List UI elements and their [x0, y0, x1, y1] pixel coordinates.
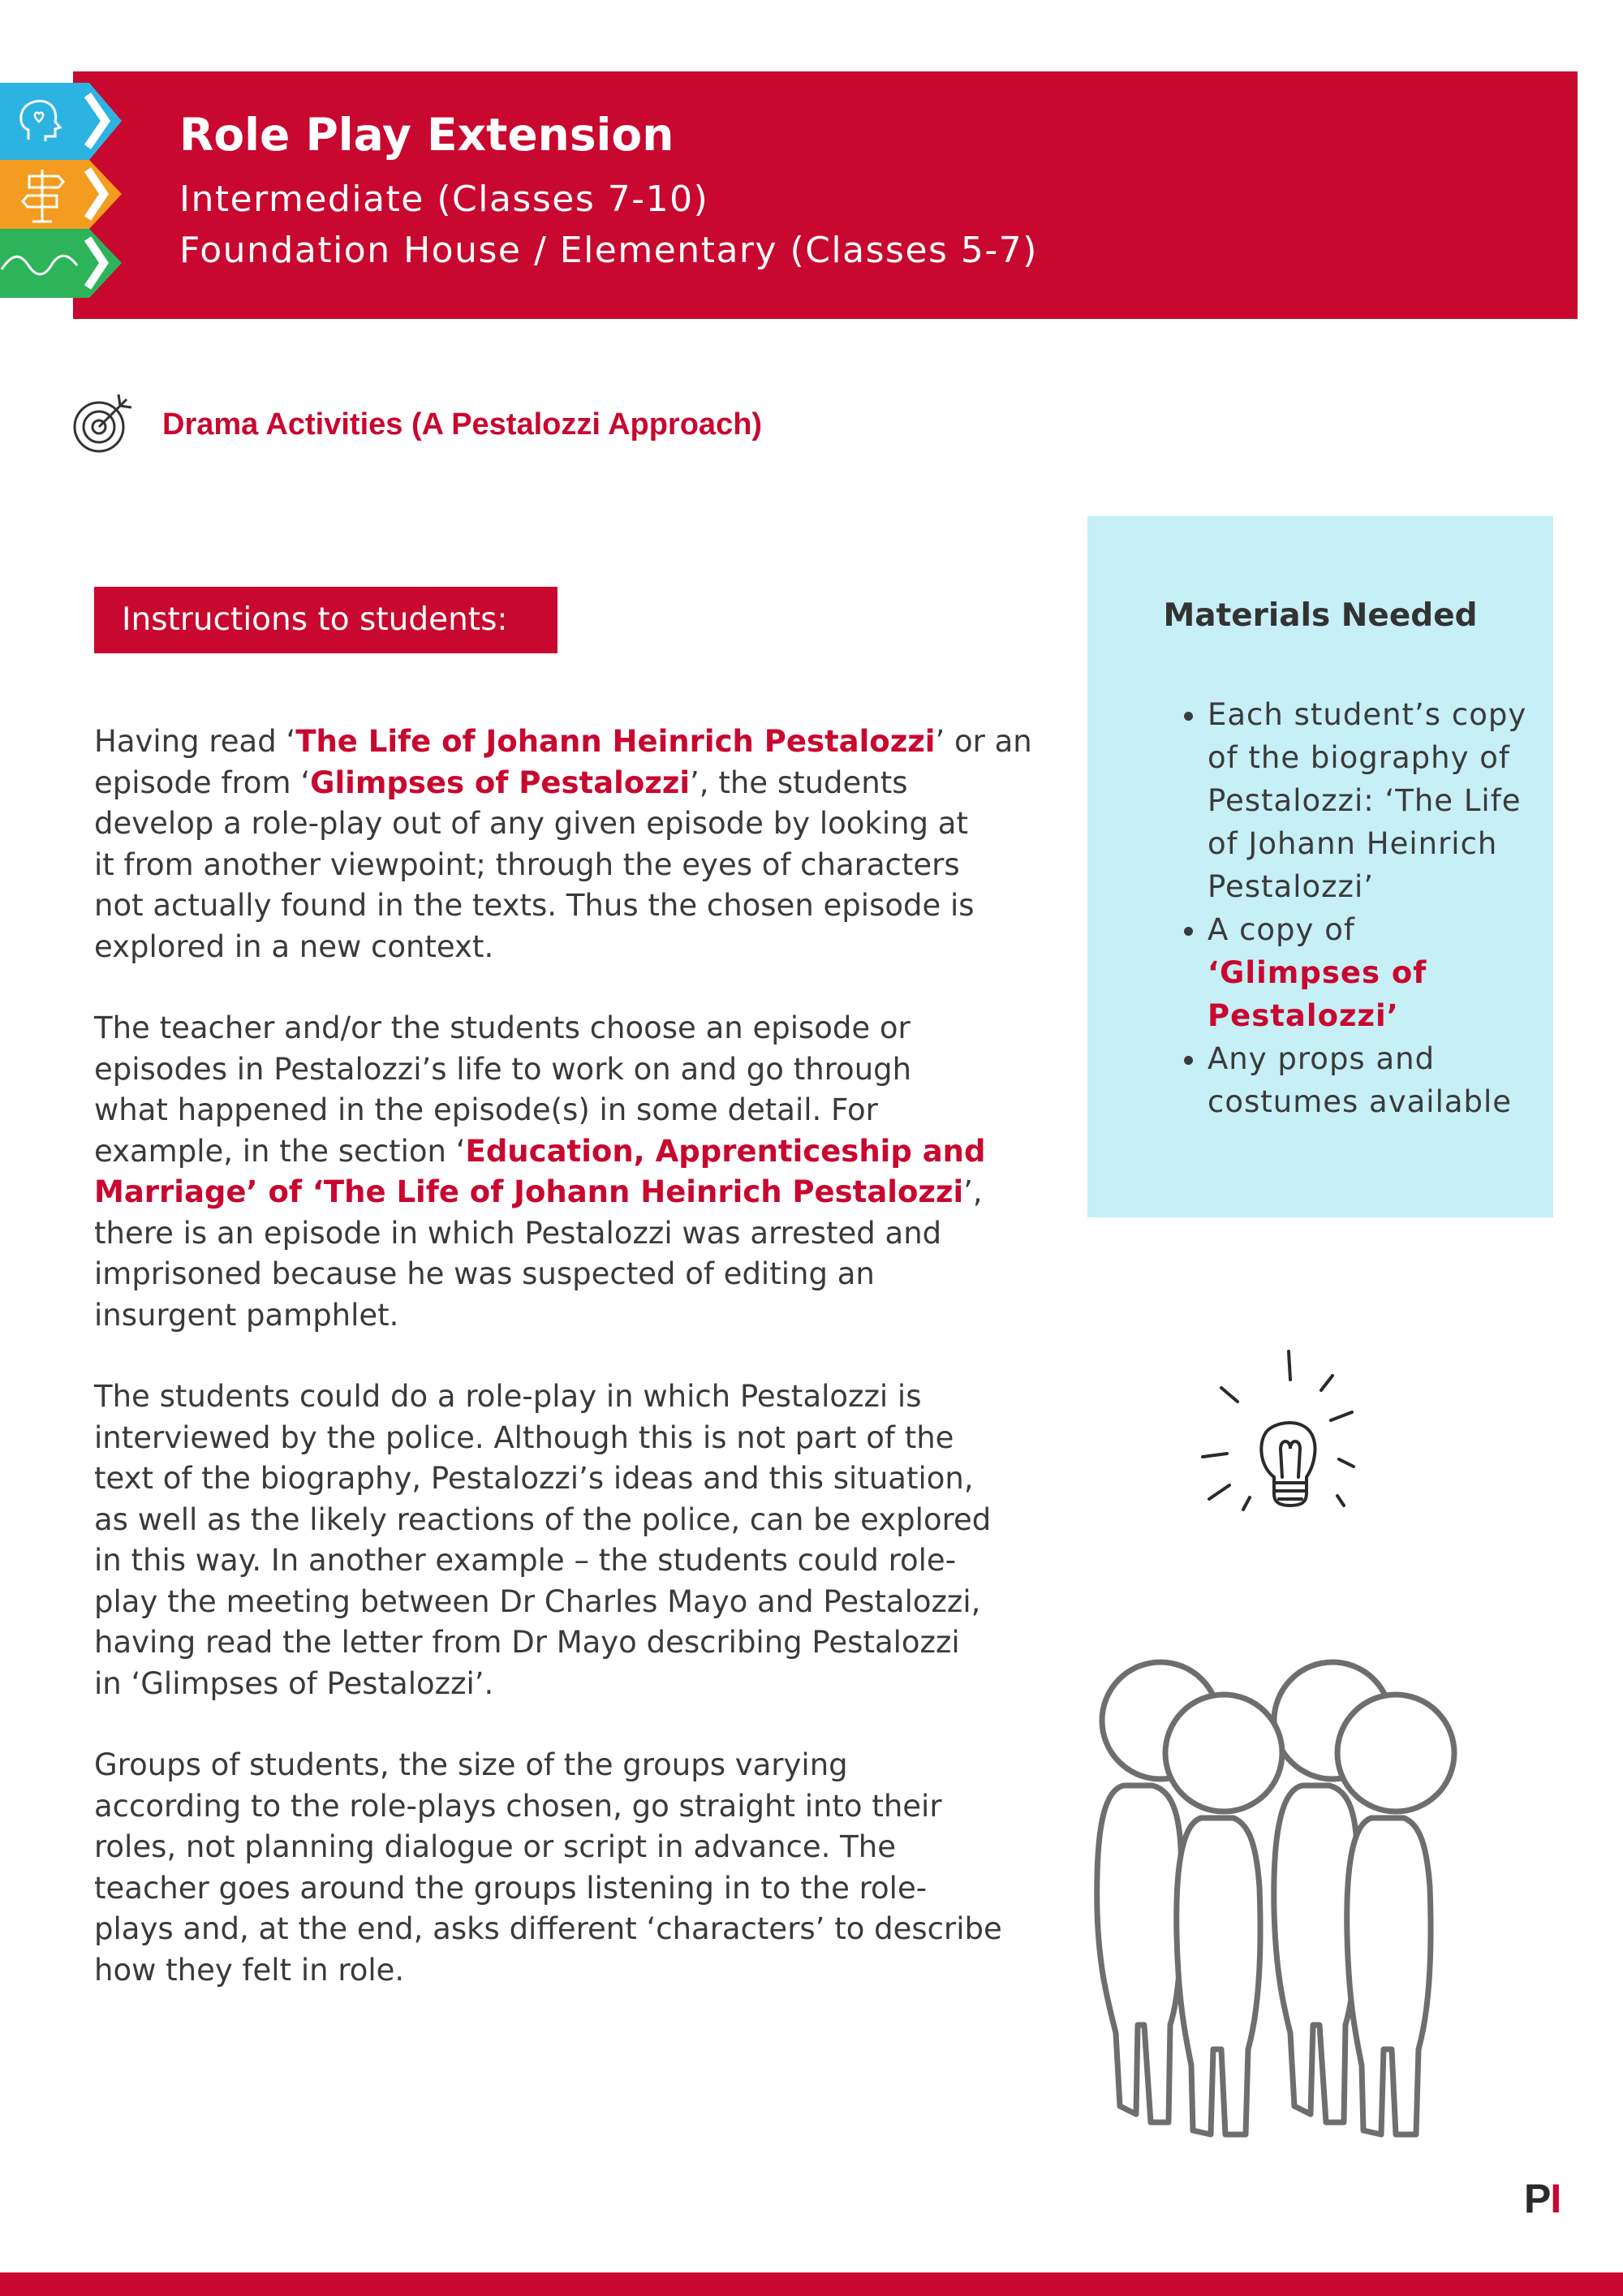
target-arrow-icon	[70, 390, 135, 458]
text: having read the letter from Dr Mayo describing Pestalozzi	[94, 1625, 960, 1660]
materials-list	[1175, 693, 1532, 1123]
text: explored in a new context.	[94, 928, 494, 964]
footer-bar	[0, 2272, 1623, 2296]
text: it from another viewpoint; through the eyes of characters	[94, 846, 960, 882]
lightbulb-icon	[1193, 1343, 1388, 1533]
text: episode from ‘	[94, 765, 311, 800]
text: The teacher and/or the students choose an episode or	[94, 1010, 911, 1045]
text: Groups of students, the size of the groups varying	[94, 1747, 848, 1782]
logo-i: I	[1550, 2176, 1561, 2221]
wave-icon	[0, 229, 122, 298]
list-item: • Each student’s copy of the biography of Pestalozzi: ‘The Life of Johann Heinrich Pestalozzi’	[1208, 693, 1532, 908]
text: insurgent pamphlet.	[94, 1297, 399, 1333]
text: in ‘Glimpses of Pestalozzi’.	[94, 1665, 494, 1701]
paragraph-1	[94, 722, 1032, 967]
section-reference: Education, Apprenticeship and	[465, 1133, 986, 1169]
signpost-icon	[0, 160, 122, 229]
logo-p: P	[1524, 2176, 1551, 2221]
text: ’, the students	[690, 765, 908, 800]
text: there is an episode in which Pestalozzi was arrested and	[94, 1215, 942, 1251]
text: play the meeting between Dr Charles Mayo and Pestalozzi,	[94, 1583, 981, 1619]
text: text of the biography, Pestalozzi’s ideas and this situation,	[94, 1461, 974, 1496]
book-title-life: The Life of Johann Heinrich Pestalozzi	[295, 724, 936, 759]
text: develop a role-play out of any given episode by looking at	[94, 806, 968, 841]
text: how they felt in role.	[94, 1952, 405, 1988]
text: interviewed by the police. Although this is not part of the	[94, 1419, 954, 1455]
text: teacher goes around the groups listening in to the role-	[94, 1870, 928, 1906]
text: A copy of	[1208, 912, 1355, 947]
text: plays and, at the end, asks different ‘characters’ to describe	[94, 1911, 1002, 1946]
tab-head-heart	[0, 83, 101, 149]
list-item: • Any props and costumes available	[1208, 1037, 1532, 1123]
list-item	[1208, 908, 1532, 1037]
materials-title: Materials Needed	[1163, 597, 1478, 634]
paragraph-4	[94, 1745, 1002, 1991]
text: imprisoned because he was suspected of editing an	[94, 1256, 875, 1291]
instructions-label: Instructions to students:	[94, 587, 558, 653]
text: what happened in the episode(s) in some detail. For	[94, 1092, 878, 1127]
text: not actually found in the texts. Thus the chosen episode is	[94, 888, 975, 923]
section-title: Drama Activities (A Pestalozzi Approach)	[162, 407, 763, 442]
text: Having read ‘	[94, 724, 296, 759]
body-text	[94, 722, 1032, 2031]
level-intermediate: Intermediate (Classes 7-10)	[179, 179, 709, 220]
text: ’ or an	[935, 724, 1032, 759]
text: according to the role-plays chosen, go straight into their	[94, 1788, 942, 1824]
book-title-glimpses: ‘Glimpses of Pestalozzi’	[1208, 955, 1427, 1033]
pi-logo	[1524, 2175, 1561, 2222]
text: example, in the section ‘	[94, 1133, 466, 1169]
tab-wave	[0, 229, 101, 295]
paragraph-3	[94, 1376, 992, 1704]
paragraph-2	[94, 1008, 987, 1336]
text: ’,	[963, 1174, 983, 1209]
text: The students could do a role-play in which Pestalozzi is	[94, 1379, 922, 1414]
page-title: Role Play Extension	[179, 109, 674, 161]
text: roles, not planning dialogue or script in advance. The	[94, 1829, 896, 1864]
text: episodes in Pestalozzi’s life to work on and go through	[94, 1051, 912, 1087]
head-heart-icon	[0, 83, 122, 160]
materials-panel	[1087, 516, 1553, 1217]
tab-signpost	[0, 160, 101, 226]
section-reference: Marriage’ of ‘The Life of Johann Heinrich Pestalozzi	[94, 1174, 964, 1209]
text: in this way. In another example – the students could role-	[94, 1543, 957, 1578]
group-of-people-illustration	[1087, 1643, 1477, 2150]
book-title-glimpses: Glimpses of Pestalozzi	[310, 765, 691, 800]
level-foundation: Foundation House / Elementary (Classes 5-7)	[179, 230, 1038, 271]
text: as well as the likely reactions of the police, can be explored	[94, 1501, 992, 1537]
